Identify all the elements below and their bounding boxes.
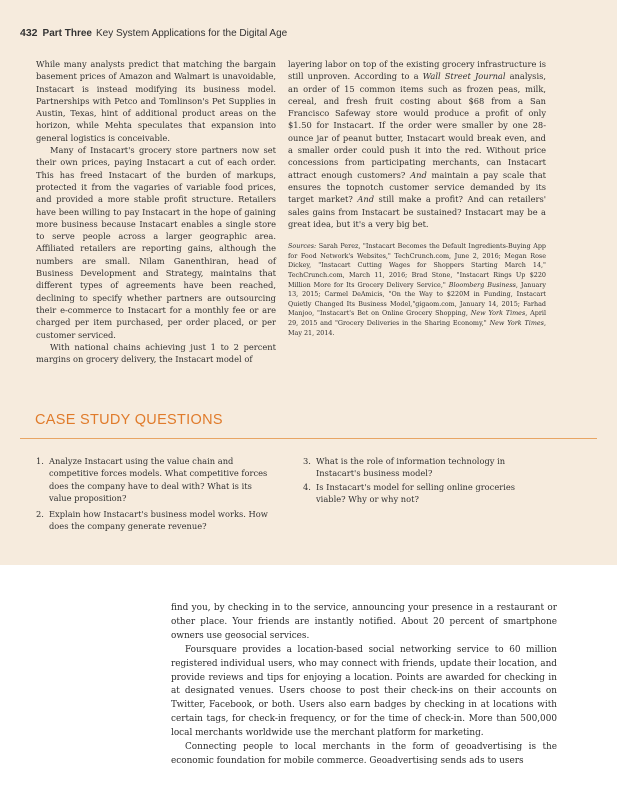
running-header — [20, 27, 287, 39]
question-number: 2. — [36, 509, 44, 519]
case-study-title: CASE STUDY QUESTIONS — [35, 412, 223, 428]
main-body-text — [171, 602, 557, 769]
case-study-divider — [20, 438, 597, 439]
question-number: 3. — [303, 456, 311, 466]
paragraph: Many of Instacart's grocery store partners now set their own prices, paying Instacart a cut of each order. This has freed Instacart of the burden of markups, protected it from the vagaries of variable food prices, and provided a more stable profit structure. Retailers have been willing to pay Instacart in the hope of gaining more business because Instacart enables a single store to serve people across a larger geographic area. Affiliated retailers are reporting gains, although the numbers are small. Nilam Ganenthiran, head of Business Development and Strategy, maintains that different types of agreements have been reached, declining to specify whether partners are outsourcing their e-commerce to Instacart for a monthly fee or are charged per item purchased, per order placed, or per customer serviced. — [36, 145, 276, 340]
question-item — [303, 481, 543, 506]
part-title: Key System Applications for the Digital Age — [96, 28, 288, 39]
left-column — [36, 58, 276, 365]
paragraph: Connecting people to local merchants in the form of geoadvertising is the economic foundation for mobile commerce. Geoadvertising sends ads to users — [171, 742, 557, 766]
question-number: 4. — [303, 482, 311, 492]
part-label: Part Three — [42, 28, 92, 39]
question-text: Explain how Instacart's business model works. How does the company generate revenue? — [49, 509, 268, 532]
question-text: Is Instacart's model for selling online groceries viable? Why or why not? — [316, 482, 516, 505]
sources-note: Sources: Sarah Perez, "Instacart Becomes the Default Ingredients-Buying App for Food Network's Websites," TechCrunch.com, June 2, 2016; Megan Rose Dickey, "Instacart Cutting Wages for Shoppers Starting March 14," TechCrunch.com, March 11, 2016; Brad Stone, "Instacart Rings Up $220 Million More for Its Grocery Delivery Service," Bloomberg Business, January 13, 2015; Carmel DeAmicis, "On the Way to $220M in Funding, Instacart Quietly Changed Its Business Model,"gigaom.com, January 14, 2015; Farhad Manjoo, "Instacart's Bet on Online Grocery Shopping, New York Times, April 29, 2015 and "Grocery Deliveries in the Sharing Economy," New York Times, May 21, 2014. — [288, 242, 547, 337]
question-item — [303, 455, 543, 480]
page-number: 432 — [20, 27, 38, 39]
question-item — [36, 508, 276, 533]
question-text: What is the role of information technology in Instacart's business model? — [316, 456, 506, 479]
right-column — [288, 58, 546, 338]
paragraph: find you, by checking in to the service, announcing your presence in a restaurant or other place. Your friends are instantly notified. About 20 percent of smartphone owners use geosocial services. — [171, 603, 557, 641]
question-text: Analyze Instacart using the value chain and competitive forces models. What competitive forces does the company have to deal with? What is its value proposition? — [49, 456, 268, 503]
paragraph: layering labor on top of the existing grocery infrastructure is still unproven. According to a Wall Street Journal analysis, an order of 15 common items such as frozen peas, milk, cereal, and fresh fruit costing about $68 from a San Francisco Safeway store would produce a profit of only $1.50 for Instacart. If the order were smaller by one 28- ounce jar of peanut butter, Instacart would break even, and a smaller order could push it into the red. Without price concessions from participating merchants, can Instacart attract enough customers? And maintain a pay scale that ensures the topnotch customer service demanded by its target market? And still make a profit? And can retailers' sales gains from Instacart be sustained? Instacart may be a great idea, but it's a very big bet. — [288, 59, 547, 229]
question-item — [36, 455, 276, 504]
paragraph: With national chains achieving just 1 to 2 percent margins on grocery delivery, the Instacart model of — [36, 341, 276, 365]
paragraph: While many analysts predict that matching the bargain basement prices of Amazon and Walmart is unavoidable, Instacart is instead modifying its business model. Partnerships with Petco and Tomlinson's Pet Supplies in Austin, Texas, hint of additional product areas on the horizon, while Mehta speculates that expansion into general logistics is conceivable. — [36, 59, 276, 143]
paragraph: Foursquare provides a location-based social networking service to 60 million registered individual users, who may connect with friends, update their location, and provide reviews and tips for enjoying a location. Points are awarded for checking in at designated venues. Users choose to post their check-ins on their accounts on Twitter, Facebook, or both. Users also earn badges by checking in at locations with certain tags, for check-in frequency, or for the time of check-in. More than 500,000 local merchants worldwide use the merchant platform for marketing. — [171, 644, 557, 739]
question-number: 1. — [36, 456, 44, 466]
